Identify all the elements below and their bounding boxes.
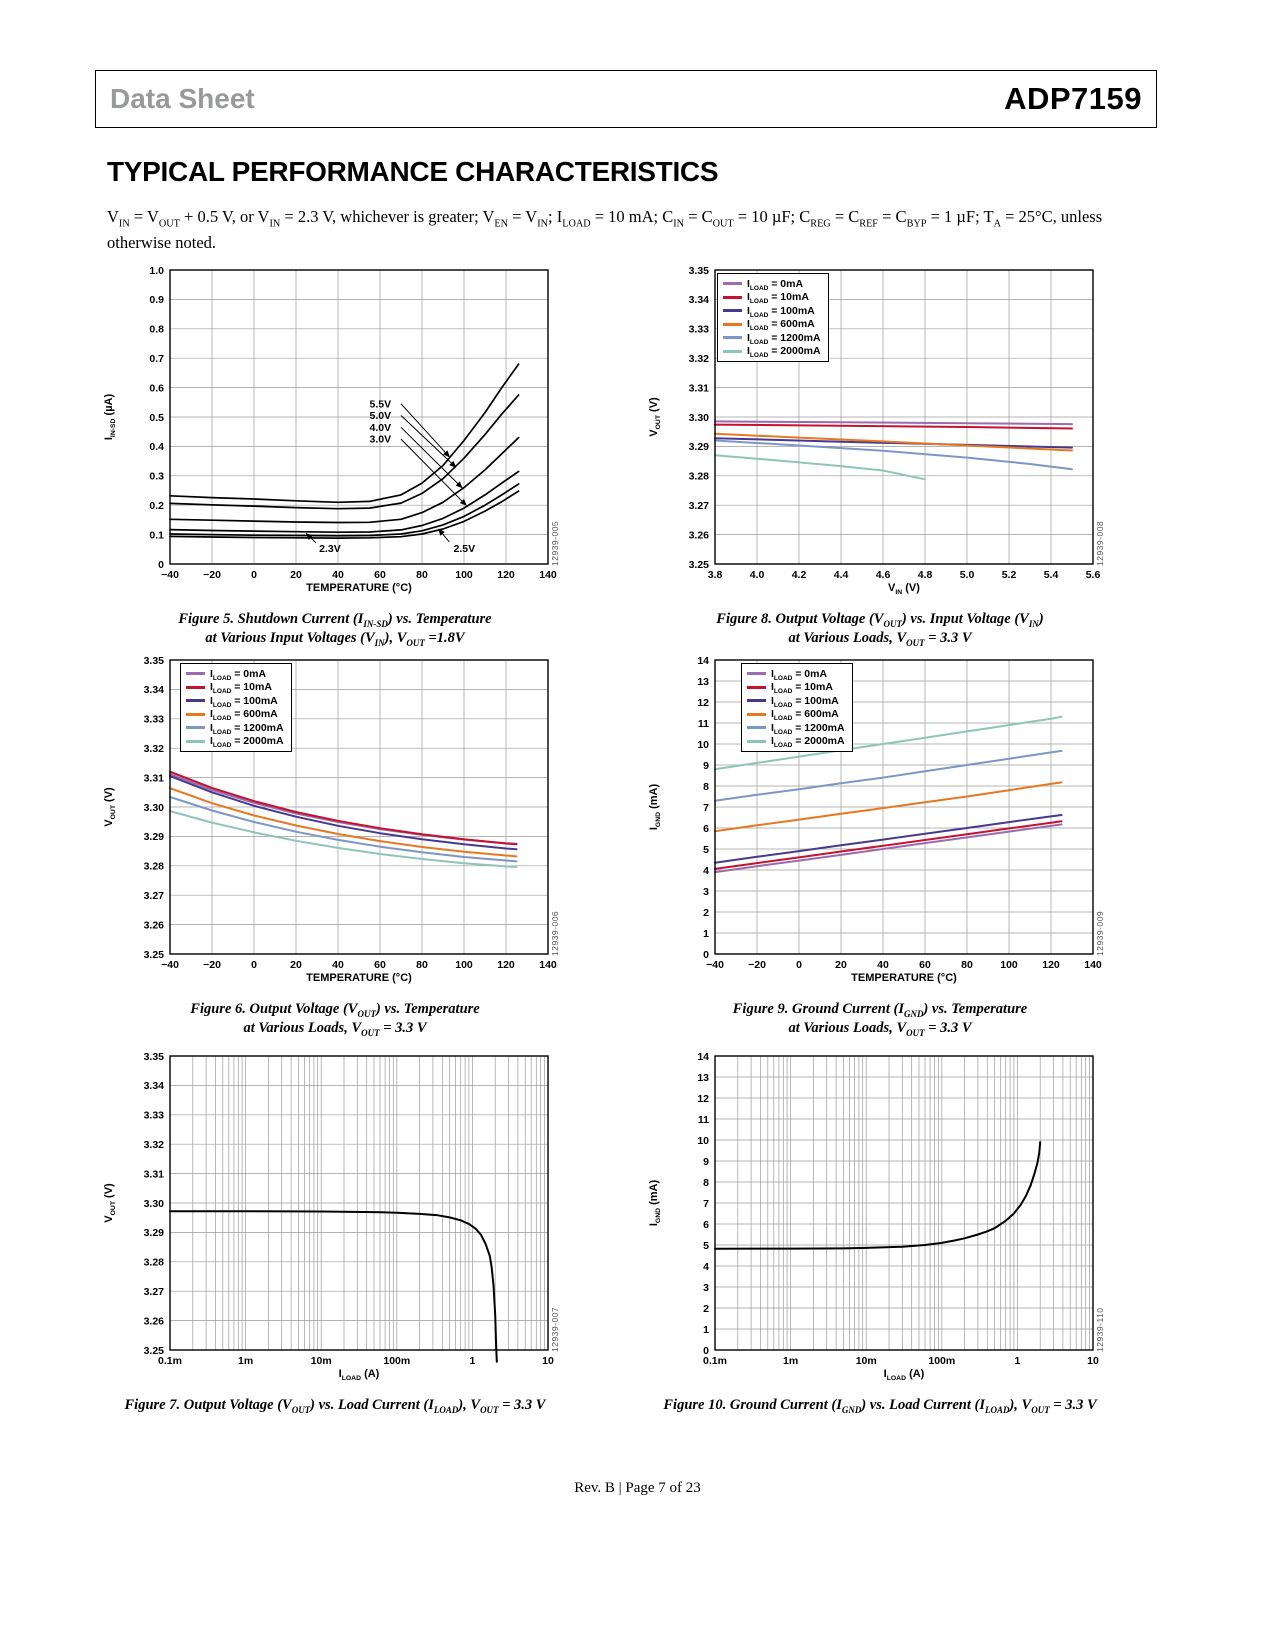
legend-label: $I_{LOAD} = 600mA$ bbox=[210, 708, 278, 723]
figure-caption bbox=[100, 610, 570, 648]
svg-text:60: 60 bbox=[919, 959, 931, 971]
figure-9 bbox=[645, 652, 1145, 1052]
svg-text:3.29: 3.29 bbox=[143, 831, 164, 844]
caption-line: Figure 9. Ground Current $(I_{GND})$ vs. Temperature bbox=[732, 1001, 1028, 1019]
svg-text:3.35: 3.35 bbox=[143, 1050, 164, 1063]
svg-text:3.34: 3.34 bbox=[143, 1080, 164, 1093]
legend-label: $I_{LOAD} = 0mA$ bbox=[747, 277, 804, 292]
legend-swatch bbox=[186, 740, 205, 743]
svg-text:3.31: 3.31 bbox=[143, 772, 164, 785]
x-axis-label: TEMPERATURE (°C) bbox=[306, 582, 412, 594]
legend-item bbox=[186, 721, 284, 735]
svg-text:0.4: 0.4 bbox=[149, 441, 164, 454]
legend-item bbox=[747, 721, 845, 735]
figure-caption bbox=[645, 610, 1115, 648]
figure-5-plot bbox=[122, 262, 562, 594]
svg-text:0: 0 bbox=[158, 558, 164, 571]
svg-text:10m: 10m bbox=[855, 1355, 877, 1367]
svg-text:0.3: 0.3 bbox=[149, 470, 164, 483]
legend-swatch bbox=[723, 282, 742, 285]
svg-text:10: 10 bbox=[697, 738, 709, 751]
svg-text:4.8: 4.8 bbox=[917, 569, 933, 581]
legend-item bbox=[186, 667, 284, 681]
svg-text:5.0: 5.0 bbox=[959, 569, 975, 581]
svg-text:0: 0 bbox=[796, 959, 802, 971]
svg-text:100: 100 bbox=[1000, 959, 1018, 971]
legend-swatch bbox=[747, 686, 766, 689]
svg-text:20: 20 bbox=[835, 959, 847, 971]
legend-label: $I_{LOAD} = 100mA$ bbox=[210, 694, 278, 709]
legend-label: $I_{LOAD} = 100mA$ bbox=[771, 694, 839, 709]
svg-text:0: 0 bbox=[703, 1344, 709, 1357]
legend-label: $I_{LOAD} = 600mA$ bbox=[747, 318, 815, 333]
svg-text:3.26: 3.26 bbox=[143, 919, 164, 932]
figure-id: 12939-006 bbox=[550, 910, 560, 956]
legend-swatch bbox=[747, 713, 766, 716]
svg-text:3.32: 3.32 bbox=[143, 743, 164, 755]
legend-swatch bbox=[723, 336, 742, 339]
svg-text:60: 60 bbox=[374, 959, 386, 971]
svg-text:6: 6 bbox=[703, 1218, 709, 1231]
figure-9-plot bbox=[667, 652, 1107, 984]
svg-text:4.0: 4.0 bbox=[749, 569, 765, 581]
figure-10-plot bbox=[667, 1048, 1107, 1383]
caption-line: at Various Input Voltages $(V_{IN})$, $V_{OUT} =1.8V$ bbox=[205, 630, 465, 649]
svg-text:10m: 10m bbox=[310, 1355, 332, 1367]
figure-7 bbox=[100, 1048, 600, 1448]
legend-item bbox=[747, 667, 845, 681]
svg-text:3.27: 3.27 bbox=[143, 890, 164, 902]
legend-swatch bbox=[186, 699, 205, 702]
legend-swatch bbox=[186, 726, 205, 729]
svg-text:100: 100 bbox=[455, 569, 473, 581]
svg-text:4: 4 bbox=[703, 864, 709, 877]
svg-text:2: 2 bbox=[703, 1302, 709, 1315]
svg-text:0.2: 0.2 bbox=[149, 500, 164, 512]
figure-6 bbox=[100, 652, 600, 1052]
svg-text:8: 8 bbox=[703, 780, 709, 793]
svg-text:5.0V: 5.0V bbox=[369, 410, 392, 422]
svg-text:10: 10 bbox=[1087, 1355, 1099, 1367]
svg-text:3.31: 3.31 bbox=[688, 382, 709, 395]
y-axis-label: $V_{OUT}$ (V) bbox=[103, 1183, 118, 1223]
legend-item bbox=[186, 708, 284, 722]
svg-text:1: 1 bbox=[1014, 1355, 1021, 1367]
svg-text:3.26: 3.26 bbox=[688, 529, 709, 542]
legend-label: $I_{LOAD} = 1200mA$ bbox=[210, 721, 284, 736]
legend-swatch bbox=[747, 699, 766, 702]
svg-text:140: 140 bbox=[539, 959, 557, 971]
caption-line: Figure 6. Output Voltage $(V_{OUT})$ vs. Temperature bbox=[190, 1001, 480, 1019]
legend-item bbox=[747, 735, 845, 749]
header bbox=[95, 70, 1157, 128]
svg-text:3.25: 3.25 bbox=[143, 948, 164, 961]
svg-text:6: 6 bbox=[703, 822, 709, 835]
svg-text:4.6: 4.6 bbox=[875, 569, 891, 581]
x-axis-label: TEMPERATURE (°C) bbox=[851, 972, 957, 984]
figure-caption bbox=[100, 1000, 570, 1038]
svg-text:3.27: 3.27 bbox=[143, 1286, 164, 1298]
svg-text:3.0V: 3.0V bbox=[369, 433, 392, 446]
legend-swatch bbox=[723, 309, 742, 312]
caption-line: at Various Loads, $V_{OUT} = 3.3$ V bbox=[788, 1020, 972, 1039]
legend-item bbox=[186, 735, 284, 749]
svg-text:60: 60 bbox=[374, 569, 386, 581]
legend-item bbox=[723, 291, 821, 305]
legend bbox=[717, 273, 829, 362]
svg-text:3.31: 3.31 bbox=[143, 1168, 164, 1181]
svg-text:0.5: 0.5 bbox=[149, 411, 164, 424]
legend-swatch bbox=[723, 296, 742, 299]
svg-text:4: 4 bbox=[703, 1260, 709, 1273]
section-title: TYPICAL PERFORMANCE CHARACTERISTICS bbox=[107, 156, 719, 187]
legend-swatch bbox=[747, 726, 766, 729]
svg-text:3.28: 3.28 bbox=[143, 860, 164, 873]
figure-id: 12939-009 bbox=[1095, 910, 1105, 956]
svg-text:0.6: 0.6 bbox=[149, 382, 164, 395]
legend-item bbox=[723, 345, 821, 359]
svg-text:−20: −20 bbox=[203, 569, 221, 581]
caption-line: Figure 5. Shutdown Current $(I_{IN-SD})$ vs. Temperature bbox=[178, 611, 492, 629]
figure-7-plot bbox=[122, 1048, 562, 1383]
svg-text:0: 0 bbox=[251, 569, 257, 581]
svg-text:0: 0 bbox=[703, 948, 709, 961]
legend-item bbox=[747, 681, 845, 695]
legend-label: $I_{LOAD} = 2000mA$ bbox=[747, 345, 821, 360]
svg-text:11: 11 bbox=[697, 1113, 709, 1126]
legend-item bbox=[747, 694, 845, 708]
svg-text:4.2: 4.2 bbox=[791, 569, 807, 581]
svg-text:3.8: 3.8 bbox=[707, 569, 723, 581]
svg-text:1m: 1m bbox=[238, 1355, 254, 1367]
legend-label: $I_{LOAD} = 1200mA$ bbox=[747, 331, 821, 346]
y-axis-label: $I_{IN-SD}$ (µA) bbox=[103, 393, 118, 441]
svg-text:120: 120 bbox=[497, 959, 515, 971]
svg-text:4.0V: 4.0V bbox=[369, 421, 392, 434]
svg-text:10: 10 bbox=[542, 1355, 554, 1367]
svg-text:120: 120 bbox=[497, 569, 515, 581]
svg-text:5.6: 5.6 bbox=[1085, 569, 1101, 581]
figure-id: 12939-008 bbox=[1095, 520, 1105, 566]
y-axis-label: $I_{GND}$ (mA) bbox=[648, 783, 663, 831]
svg-text:−20: −20 bbox=[748, 959, 766, 971]
x-axis-label: $V_{IN}$ (V) bbox=[888, 582, 920, 597]
svg-text:7: 7 bbox=[703, 801, 709, 814]
svg-text:40: 40 bbox=[877, 959, 889, 971]
svg-text:0: 0 bbox=[251, 959, 257, 971]
svg-text:−40: −40 bbox=[706, 959, 724, 971]
legend-item bbox=[723, 331, 821, 345]
y-axis-label: $V_{OUT}$ (V) bbox=[103, 787, 118, 827]
svg-text:3: 3 bbox=[703, 885, 709, 898]
y-axis-label: $I_{GND}$ (mA) bbox=[648, 1179, 663, 1227]
legend-swatch bbox=[723, 350, 742, 353]
y-axis-label: $V_{OUT}$ (V) bbox=[648, 397, 663, 437]
svg-text:5: 5 bbox=[703, 843, 709, 856]
legend-item bbox=[723, 277, 821, 291]
svg-text:14: 14 bbox=[697, 1050, 709, 1063]
legend-label: $I_{LOAD} = 10mA$ bbox=[747, 291, 809, 306]
svg-text:20: 20 bbox=[290, 569, 302, 581]
svg-text:3.28: 3.28 bbox=[688, 470, 709, 483]
svg-text:5.4: 5.4 bbox=[1043, 569, 1059, 581]
svg-text:10: 10 bbox=[697, 1134, 709, 1147]
svg-text:5: 5 bbox=[703, 1239, 709, 1252]
figure-10 bbox=[645, 1048, 1145, 1448]
x-axis-label: $I_{LOAD}$ (A) bbox=[883, 1368, 925, 1383]
x-axis-label: $I_{LOAD}$ (A) bbox=[338, 1368, 380, 1383]
svg-text:1m: 1m bbox=[783, 1355, 799, 1367]
svg-text:80: 80 bbox=[416, 569, 428, 581]
svg-text:2.5V: 2.5V bbox=[453, 543, 476, 556]
legend-label: $I_{LOAD} = 2000mA$ bbox=[210, 735, 284, 750]
svg-text:−20: −20 bbox=[203, 959, 221, 971]
svg-text:3.30: 3.30 bbox=[688, 411, 709, 424]
svg-text:3.33: 3.33 bbox=[688, 323, 709, 336]
svg-text:1: 1 bbox=[469, 1355, 476, 1367]
legend bbox=[180, 663, 292, 752]
svg-text:3.27: 3.27 bbox=[688, 500, 709, 512]
conditions-text: $V_{IN} = V_{OUT} + 0.5$ V, or $V_{IN} = 2.3$ V, whichever is greater; $V_{EN} = V_{IN}$; $I_{LOAD} = 10$ mA; $C_{IN} = C_{OUT} = 10$ µF; $C_{REG} = C_{REF} = C_{BYP} = 1$ µF; $T_A = 25^\circ C$, unless otherwise noted. bbox=[107, 207, 1103, 252]
svg-text:3.30: 3.30 bbox=[143, 801, 164, 814]
figure-caption bbox=[645, 1000, 1115, 1038]
doc-type-label: Data Sheet bbox=[110, 83, 255, 114]
svg-text:1: 1 bbox=[703, 1323, 709, 1336]
svg-text:3.26: 3.26 bbox=[143, 1315, 164, 1328]
caption-line: Figure 8. Output Voltage $(V_{OUT})$ vs. Input Voltage $(V_{IN})$ bbox=[716, 611, 1044, 629]
legend-label: $I_{LOAD} = 10mA$ bbox=[210, 681, 272, 696]
svg-text:3.29: 3.29 bbox=[143, 1227, 164, 1240]
svg-text:2: 2 bbox=[703, 906, 709, 919]
svg-text:120: 120 bbox=[1042, 959, 1060, 971]
svg-text:0.8: 0.8 bbox=[149, 323, 164, 336]
svg-text:80: 80 bbox=[961, 959, 973, 971]
svg-text:3.32: 3.32 bbox=[688, 353, 709, 365]
svg-text:40: 40 bbox=[332, 959, 344, 971]
svg-text:3.29: 3.29 bbox=[688, 441, 709, 454]
svg-text:12: 12 bbox=[697, 1092, 709, 1105]
caption-line: at Various Loads, $V_{OUT} = 3.3$ V bbox=[243, 1020, 427, 1039]
svg-text:1.0: 1.0 bbox=[149, 264, 164, 277]
svg-text:3.34: 3.34 bbox=[143, 684, 164, 697]
svg-text:40: 40 bbox=[332, 569, 344, 581]
svg-text:9: 9 bbox=[703, 759, 709, 772]
svg-text:80: 80 bbox=[416, 959, 428, 971]
figure-caption bbox=[645, 1396, 1115, 1415]
svg-text:3.35: 3.35 bbox=[143, 654, 164, 667]
page-footer: Rev. B | Page 7 of 23 bbox=[574, 1480, 701, 1496]
svg-text:3.30: 3.30 bbox=[143, 1197, 164, 1210]
figure-5 bbox=[100, 262, 600, 662]
legend-item bbox=[747, 708, 845, 722]
svg-text:20: 20 bbox=[290, 959, 302, 971]
svg-text:1: 1 bbox=[703, 927, 709, 940]
svg-text:3.33: 3.33 bbox=[143, 1109, 164, 1122]
svg-text:140: 140 bbox=[539, 569, 557, 581]
svg-text:3.25: 3.25 bbox=[143, 1344, 164, 1357]
legend-label: $I_{LOAD} = 0mA$ bbox=[771, 667, 828, 682]
svg-text:140: 140 bbox=[1084, 959, 1102, 971]
svg-text:13: 13 bbox=[697, 675, 709, 688]
legend bbox=[741, 663, 853, 752]
caption-line: Figure 10. Ground Current $(I_{GND})$ vs. Load Current $(I_{LOAD})$, $V_{OUT} = 3.3$ V bbox=[663, 1397, 1097, 1415]
svg-text:2.3V: 2.3V bbox=[319, 543, 341, 556]
legend-label: $I_{LOAD} = 10mA$ bbox=[771, 681, 833, 696]
legend-item bbox=[723, 318, 821, 332]
svg-text:5.2: 5.2 bbox=[1001, 569, 1017, 581]
svg-text:0.1m: 0.1m bbox=[158, 1355, 182, 1367]
svg-text:3.33: 3.33 bbox=[143, 713, 164, 726]
legend-swatch bbox=[747, 672, 766, 675]
legend-swatch bbox=[186, 713, 205, 716]
legend-label: $I_{LOAD} = 100mA$ bbox=[747, 304, 815, 319]
legend-label: $I_{LOAD} = 600mA$ bbox=[771, 708, 839, 723]
legend-item bbox=[186, 681, 284, 695]
legend-label: $I_{LOAD} = 0mA$ bbox=[210, 667, 267, 682]
svg-text:12: 12 bbox=[697, 696, 709, 709]
legend-label: $I_{LOAD} = 1200mA$ bbox=[771, 721, 845, 736]
svg-text:−40: −40 bbox=[161, 959, 179, 971]
svg-text:−40: −40 bbox=[161, 569, 179, 581]
svg-text:8: 8 bbox=[703, 1176, 709, 1189]
svg-text:3.28: 3.28 bbox=[143, 1256, 164, 1269]
part-number: ADP7159 bbox=[1004, 81, 1142, 116]
svg-text:3.25: 3.25 bbox=[688, 558, 709, 571]
x-axis-label: TEMPERATURE (°C) bbox=[306, 972, 412, 984]
svg-text:7: 7 bbox=[703, 1197, 709, 1210]
svg-text:9: 9 bbox=[703, 1155, 709, 1168]
figure-id: 12939-005 bbox=[550, 520, 560, 566]
svg-text:100: 100 bbox=[455, 959, 473, 971]
svg-text:13: 13 bbox=[697, 1071, 709, 1084]
svg-text:3.35: 3.35 bbox=[688, 264, 709, 277]
legend-swatch bbox=[747, 740, 766, 743]
svg-text:0.9: 0.9 bbox=[149, 294, 164, 307]
legend-item bbox=[723, 304, 821, 318]
figure-id: 12939-007 bbox=[550, 1306, 560, 1352]
svg-text:0.1: 0.1 bbox=[149, 529, 164, 542]
legend-label: $I_{LOAD} = 2000mA$ bbox=[771, 735, 845, 750]
svg-text:14: 14 bbox=[697, 654, 709, 667]
svg-text:4.4: 4.4 bbox=[833, 569, 849, 581]
legend-swatch bbox=[186, 686, 205, 689]
svg-text:3.34: 3.34 bbox=[688, 294, 709, 307]
legend-swatch bbox=[186, 672, 205, 675]
legend-swatch bbox=[723, 323, 742, 326]
svg-text:0.1m: 0.1m bbox=[703, 1355, 727, 1367]
figure-id: 12939-110 bbox=[1095, 1307, 1105, 1352]
svg-text:11: 11 bbox=[697, 717, 709, 730]
caption-line: Figure 7. Output Voltage $(V_{OUT})$ vs. Load Current $(I_{LOAD})$, $V_{OUT} = 3.3$ V bbox=[124, 1397, 546, 1415]
legend-item bbox=[186, 694, 284, 708]
svg-text:100m: 100m bbox=[928, 1355, 956, 1367]
svg-text:0.7: 0.7 bbox=[149, 353, 164, 365]
svg-text:5.5V: 5.5V bbox=[369, 398, 392, 411]
svg-text:3.32: 3.32 bbox=[143, 1139, 164, 1151]
caption-line: at Various Loads, $V_{OUT} = 3.3$ V bbox=[788, 630, 972, 649]
figure-caption bbox=[100, 1396, 570, 1415]
svg-text:3: 3 bbox=[703, 1281, 709, 1294]
figure-8 bbox=[645, 262, 1145, 662]
svg-text:100m: 100m bbox=[383, 1355, 411, 1367]
